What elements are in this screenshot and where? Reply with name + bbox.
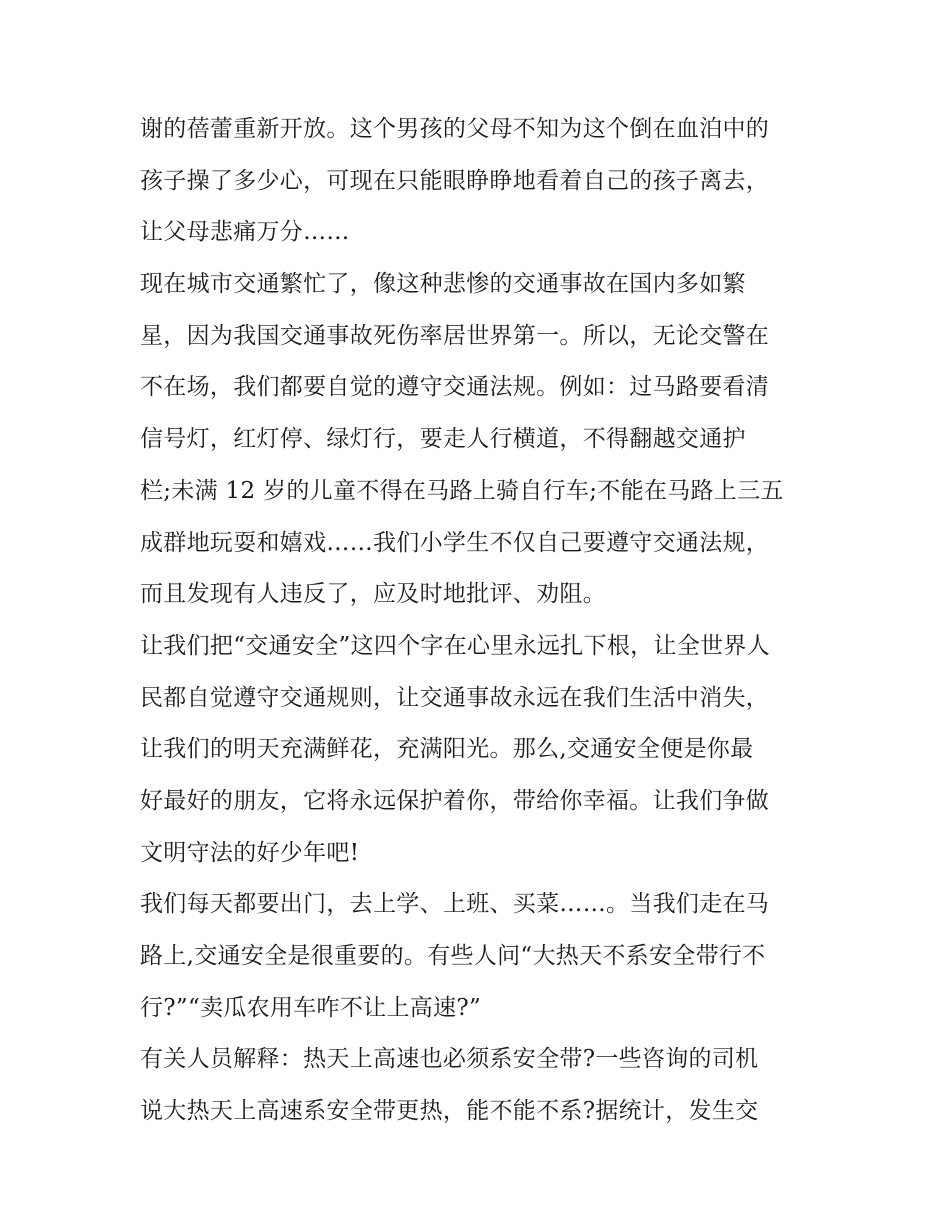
document-body [140,104,820,1138]
text-line: 谢的蓓蕾重新开放。这个男孩的父母不知为这个倒在血泊中的 [140,116,770,142]
text-line: 让我们的明天充满鲜花，充满阳光。那么,交通安全便是你最 [140,736,754,763]
text-line: 我们每天都要出门，去上学、上班、买菜……。当我们走在马 [140,891,770,918]
text-line: 星，因为我国交通事故死伤率居世界第一。所以，无论交警在 [140,322,770,349]
text-line: 路上,交通安全是很重要的。有些人问“大热天不系安全带行不 [140,943,766,969]
text-line: 文明守法的好少年吧! [140,839,360,866]
text-line: 有关人员解释：热天上高速也必须系安全带?一些咨询的司机 [140,1046,759,1073]
text-line: 好最好的朋友，它将永远保护着你，带给你幸福。让我们争做 [140,787,770,814]
text-line: 不在场，我们都要自觉的遵守交通法规。例如：过马路要看清 [140,374,770,401]
text-line: 孩子操了多少心，可现在只能眼睁睁地看着自己的孩子离去， [140,167,770,194]
text-line: 信号灯，红灯停、绿灯行，要走人行横道，不得翻越交通护 [140,426,746,453]
text-line: 而且发现有人违反了，应及时地批评、劝阻。 [140,581,606,608]
text-line: 让我们把“交通安全”这四个字在心里永远扎下根，让全世界人 [140,632,770,659]
text-line: 现在城市交通繁忙了，像这种悲惨的交通事故在国内多如繁 [140,271,746,298]
text-line: 说大热天上高速系安全带更热，能不能不系?据统计，发生交 [140,1098,759,1125]
text-line: 栏;未满 12 岁的儿童不得在马路上骑自行车;不能在马路上三五 [140,477,784,504]
text-line: 行?”“卖瓜农用车咋不让上高速?” [140,994,482,1021]
text-line: 让父母悲痛万分…… [140,219,350,246]
text-line: 成群地玩耍和嬉戏……我们小学生不仅自己要遵守交通法规， [140,529,770,556]
text-line: 民都自觉遵守交通规则，让交通事故永远在我们生活中消失， [140,684,770,711]
